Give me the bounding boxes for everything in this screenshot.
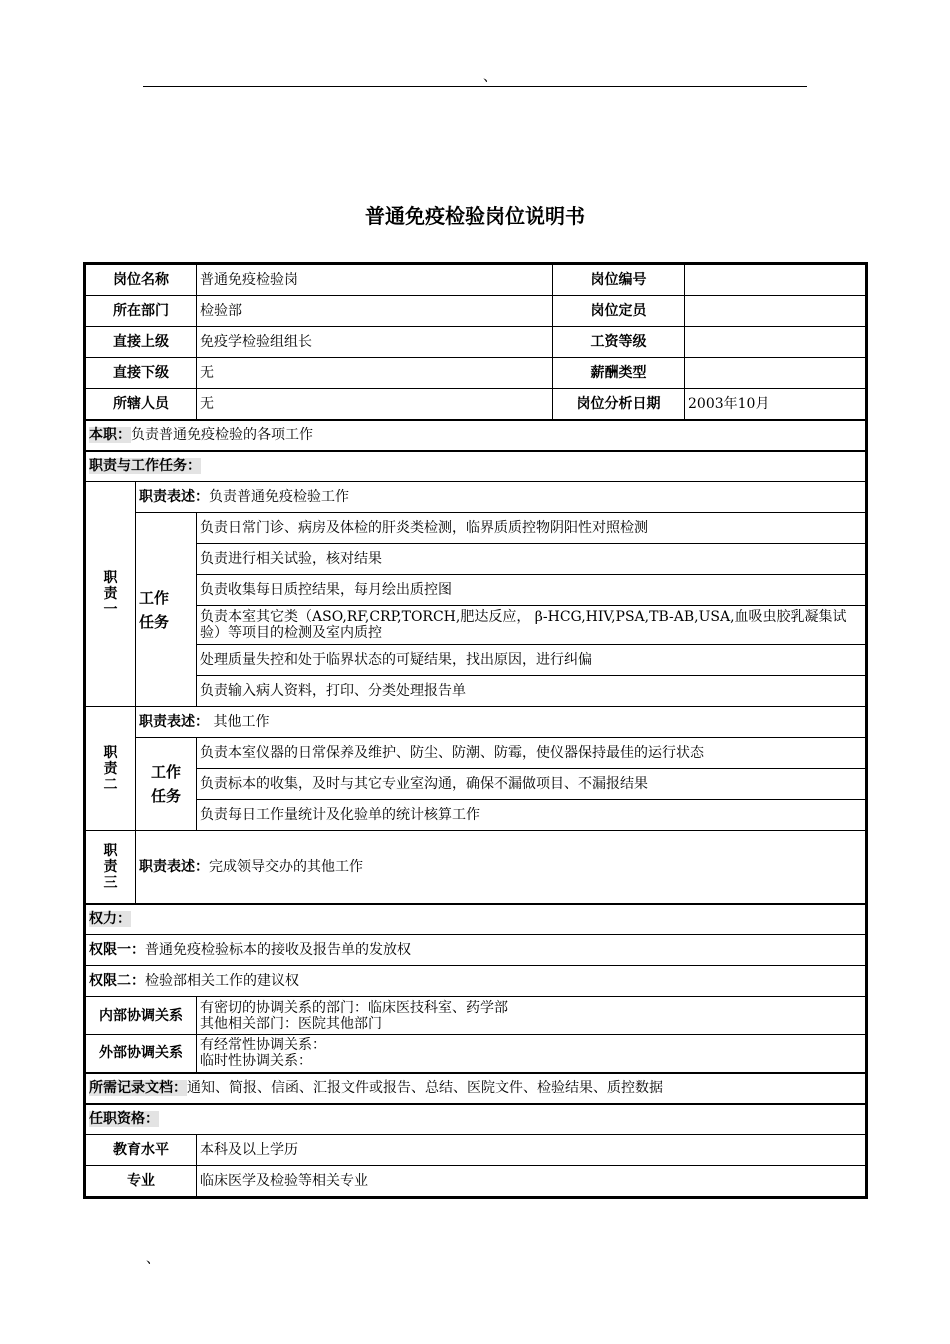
post-name-label: 岗位名称 <box>86 265 197 296</box>
row-duty-summary <box>86 420 866 451</box>
duty1-task-row <box>86 606 866 645</box>
row-power1 <box>86 935 866 966</box>
row-dept <box>86 296 866 327</box>
subordinate-label: 直接下级 <box>86 358 197 389</box>
internal-line2: 其他相关部门：医院其他部门 <box>200 1015 382 1032</box>
duty3-statement-label: 职责表述： <box>139 858 209 875</box>
duty2-statement: 其他工作 <box>209 714 270 730</box>
duty2-task: 负责本室仪器的日常保养及维护、防尘、防潮、防霉，使仪器保持最佳的运行状态 <box>197 738 866 769</box>
duty1-task: 负责进行相关试验，核对结果 <box>197 544 866 575</box>
duty2-task: 负责每日工作量统计及化验单的统计核算工作 <box>197 800 866 831</box>
external-line2: 临时性协调关系： <box>200 1053 312 1070</box>
duty2-task: 负责标本的收集，及时与其它专业室沟通，确保不漏做项目、不漏报结果 <box>197 769 866 800</box>
row-internal <box>86 997 866 1035</box>
duty1-task-row <box>86 513 866 544</box>
duty1-task-row <box>86 544 866 575</box>
duty2-statement-label: 职责表述： <box>139 714 209 730</box>
duty1-task: 负责收集每日质控结果，每月绘出质控图 <box>197 575 866 606</box>
power2-label: 权限二： <box>89 973 145 989</box>
duty3-row <box>86 831 866 904</box>
duty-summary-value: 负责普通免疫检验的各项工作 <box>131 427 313 443</box>
duty3-label: 职责三 <box>86 831 136 904</box>
post-no-label: 岗位编号 <box>553 265 685 296</box>
row-duties-heading <box>86 451 866 482</box>
row-power2 <box>86 966 866 997</box>
duty1-task-row <box>86 676 866 707</box>
power2-value: 检验部相关工作的建议权 <box>145 973 299 989</box>
row-records <box>86 1073 866 1104</box>
duty-summary-label: 本职： <box>89 427 131 443</box>
power1-value: 普通免疫检验标本的接收及报告单的发放权 <box>145 942 411 958</box>
row-major <box>86 1166 866 1197</box>
duty2-task-row <box>86 769 866 800</box>
quota-label: 岗位定员 <box>553 296 685 327</box>
records-value: 通知、简报、信函、汇报文件或报告、总结、医院文件、检验结果、质控数据 <box>187 1080 663 1096</box>
analysis-date-value: 2003年10月 <box>685 389 866 420</box>
duty3-statement: 完成领导交办的其他工作 <box>209 858 363 875</box>
duty2-tasks-label: 工作任务 <box>136 738 197 831</box>
row-post-name <box>86 265 866 296</box>
internal-line1: 有密切的协调关系的部门：临床医技科室、药学部 <box>200 999 508 1016</box>
records-label: 所需记录文档： <box>89 1080 187 1096</box>
education-value: 本科及以上学历 <box>197 1135 866 1166</box>
grade-value <box>685 327 866 358</box>
pay-type-value <box>685 358 866 389</box>
page-title: 普通免疫检验岗位说明书 <box>365 204 585 228</box>
education-label: 教育水平 <box>86 1135 197 1166</box>
major-label: 专业 <box>86 1166 197 1197</box>
row-qual-heading <box>86 1104 866 1135</box>
staff-label: 所辖人员 <box>86 389 197 420</box>
duties-heading: 职责与工作任务： <box>89 458 201 475</box>
duty2-label: 职责二 <box>86 707 136 831</box>
grade-label: 工资等级 <box>553 327 685 358</box>
external-label: 外部协调关系 <box>86 1035 197 1073</box>
duty1-statement-row <box>86 482 866 513</box>
duty1-task: 负责输入病人资料，打印、分类处理报告单 <box>197 676 866 707</box>
duty1-statement: 负责普通免疫检验工作 <box>209 489 349 505</box>
duty2-task-row <box>86 738 866 769</box>
power1-label: 权限一： <box>89 942 145 958</box>
footer-mark: 、 <box>146 1251 160 1267</box>
row-subordinate <box>86 358 866 389</box>
row-education <box>86 1135 866 1166</box>
qual-heading: 任职资格： <box>89 1111 159 1128</box>
row-staff <box>86 389 866 420</box>
duty2-task-row <box>86 800 866 831</box>
power-heading: 权力： <box>89 911 131 928</box>
duty1-statement-label: 职责表述： <box>139 489 209 505</box>
external-line1: 有经常性协调关系： <box>200 1037 326 1054</box>
superior-value: 免疫学检验组组长 <box>197 327 553 358</box>
duty2-statement-row <box>86 707 866 738</box>
header-mark: 、 <box>483 69 497 85</box>
post-no-value <box>685 265 866 296</box>
analysis-date-label: 岗位分析日期 <box>553 389 685 420</box>
duty1-task: 处理质量失控和处于临界状态的可疑结果，找出原因，进行纠偏 <box>197 645 866 676</box>
row-power-heading <box>86 904 866 935</box>
job-description-table <box>85 264 866 1197</box>
subordinate-value: 无 <box>197 358 553 389</box>
header-rule <box>143 86 807 87</box>
internal-label: 内部协调关系 <box>86 997 197 1035</box>
duty1-task-row <box>86 645 866 676</box>
major-value: 临床医学及检验等相关专业 <box>197 1166 866 1197</box>
superior-label: 直接上级 <box>86 327 197 358</box>
duty1-tasks-label: 工作任务 <box>136 513 197 707</box>
quota-value <box>685 296 866 327</box>
duty1-task-row <box>86 575 866 606</box>
dept-value: 检验部 <box>197 296 553 327</box>
post-name-value: 普通免疫检验岗 <box>197 265 553 296</box>
duty1-label: 职责一 <box>86 482 136 707</box>
row-external <box>86 1035 866 1073</box>
duty1-task: 负责本室其它类（ASO,RF,CRP,TORCH,肥达反应， β-HCG,HIV,PSA,TB-AB,USA,血吸虫胶乳凝集试验）等项目的检测及室内质控 <box>197 606 866 645</box>
duty1-task: 负责日常门诊、病房及体检的肝炎类检测，临界质质控物阴阳性对照检测 <box>197 513 866 544</box>
pay-type-label: 薪酬类型 <box>553 358 685 389</box>
row-superior <box>86 327 866 358</box>
staff-value: 无 <box>197 389 553 420</box>
dept-label: 所在部门 <box>86 296 197 327</box>
